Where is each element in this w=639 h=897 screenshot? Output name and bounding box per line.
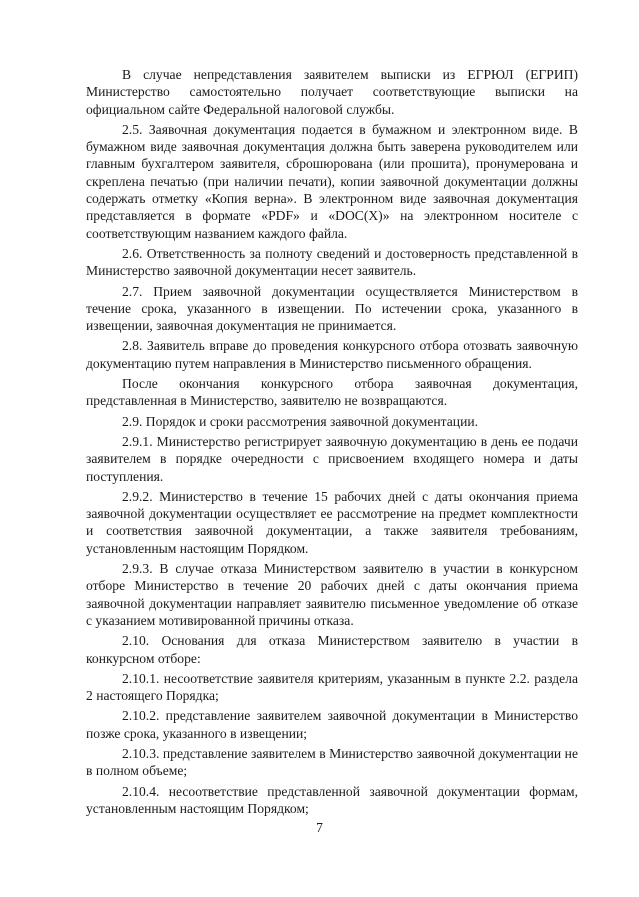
paragraph-2-7: 2.7. Прием заявочной документации осуществляется Министерством в течение срока, указанного в извещении. По истечении срока, указанного в извещении, заявочная документация не принимается. [86,283,578,334]
paragraph-2-8: 2.8. Заявитель вправе до проведения конкурсного отбора отозвать заявочную документацию путем направления в Министерство письменного обращения. [86,338,578,371]
paragraph-2-5: 2.5. Заявочная документация подается в бумажном и электронном виде. В бумажном виде заявочная документация должна быть заверена руководителем или главным бухгалтером заявителя, сброшюрована (или прошита), пронумерована и скреплена печатью (при наличии печати), копии заявочной документации должны содержать отметку «Копия верна». В электронном виде заявочная документация представляется в формате «PDF» и «DOC(X)» на электронном носителе с соответствующим названием каждого файла. [86,121,578,241]
paragraph-2-9-1: 2.9.1. Министерство регистрирует заявочную документацию в день ее подачи заявителем в порядке очередности с присвоением входящего номера и даты поступления. [86,433,578,484]
paragraph-2-9-3: 2.9.3. В случае отказа Министерством заявителю в участии в конкурсном отборе Министерство в течение 20 рабочих дней с даты окончания приема заявочной документации направляет заявителю письменное уведомление об отказе с указанием мотивированной причины отказа. [86,561,578,628]
paragraph-2-10-4: 2.10.4. несоответствие представленной заявочной документации формам, установленным настоящим Порядком; [86,783,578,816]
page-number: 7 [316,820,323,835]
paragraph-2-10-2: 2.10.2. представление заявителем заявочной документации в Министерство позже срока, указанного в извещении; [86,708,578,741]
document-body [86,66,578,820]
paragraph-2-6: 2.6. Ответственность за полноту сведений и достоверность представленной в Министерство заявочной документации несет заявитель. [86,245,578,279]
paragraph-after-selection: После окончания конкурсного отбора заявочная документация, представленная в Министерство, заявителю не возвращаются. [86,376,578,409]
paragraph-2-10: 2.10. Основания для отказа Министерством заявителю в участии в конкурсном отборе: [86,633,578,666]
paragraph-2-9-2: 2.9.2. Министерство в течение 15 рабочих дней с даты окончания приема заявочной документации осуществляет ее рассмотрение на предмет комплектности и соответствия заявочной документации, а также заявителя требованиям, установленным настоящим Порядком. [86,488,578,556]
paragraph-2-10-1: 2.10.1. несоответствие заявителя критериям, указанным в пункте 2.2. раздела 2 настоящего Порядка; [86,670,578,704]
paragraph-2-10-3: 2.10.3. представление заявителем в Министерство заявочной документации не в полном объеме; [86,745,578,779]
paragraph-egrul: В случае непредставления заявителем выписки из ЕГРЮЛ (ЕГРИП) Министерство самостоятельно получает соответствующие выписки на официальном сайте Федеральной налоговой службы. [86,67,578,117]
paragraph-2-9: 2.9. Порядок и сроки рассмотрения заявочной документации. [122,413,479,429]
